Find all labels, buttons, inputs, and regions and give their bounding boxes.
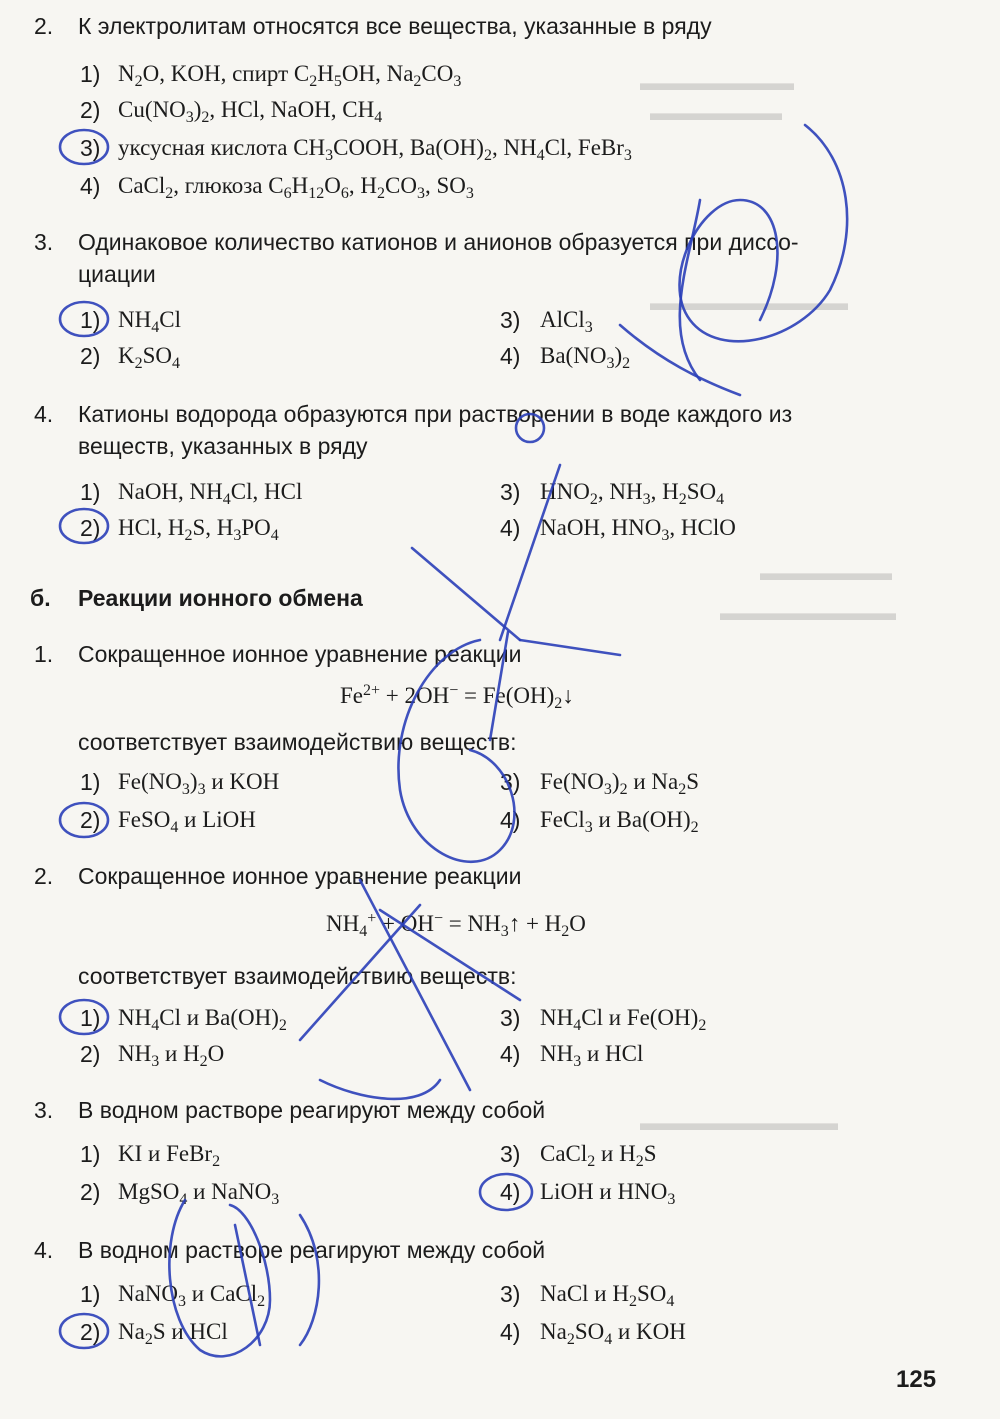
bleed-through-text: ▬▬▬▬▬▬▬▬▬ [640,1110,838,1135]
b4-option-1-number: 1) [80,1281,101,1307]
b1-option-4-text: FeCl$_3$ и $Ba(OH)_2$ [540,807,699,836]
q3-option-2-number: 2) [80,343,101,369]
b4-option-1-text: NaNO$_3$ и CaCl$_2$ [118,1281,266,1310]
b3-number: 3. [34,1097,54,1123]
b3-option-3-number: 3) [500,1141,521,1167]
b3-option-1-text: KI и FeBr$_2$ [118,1141,221,1170]
b2-option-4-number: 4) [500,1041,521,1067]
b3-option-2-number: 2) [80,1179,101,1205]
b1-number: 1. [34,641,54,667]
q4-option-1-number: 1) [80,479,101,505]
b3-option-1-number: 1) [80,1141,101,1167]
b2-option-1-text: $NH_4Cl$ и $Ba(OH)_2$ [118,1005,287,1034]
bleed-through-text: ▬▬▬▬▬▬ [650,100,782,125]
question-3-text-line2: циации [78,261,156,287]
q3-option-2-text: $K_2SO_4$ [118,343,181,372]
b1-equation: $Fe^{2+} + 2OH^-$ = $Fe(OH)_2↓$ [340,682,574,712]
b3-option-3-text: CaCl$_2$ и $H_2S$ [540,1141,657,1170]
bleed-through-text: ▬▬▬▬▬▬ [760,560,892,585]
question-2-number: 2. [34,13,54,39]
b2-option-2-text: $NH_3$ и $H_2O$ [118,1041,225,1070]
question-4-text-line1: Катионы водорода образуются при растворении в воде каждого из [78,401,793,427]
b1-option-1-number: 1) [80,769,101,795]
section-b-title: Реакции ионного обмена [78,585,363,611]
section-b-letter: б. [30,585,51,611]
q2-option-2-number: 2) [80,97,101,123]
b1-option-1-text: $Fe(NO_3)_3$ и KOH [118,769,280,798]
question-4-number: 4. [34,401,54,427]
b4-question: В водном растворе реагируют между собой [78,1237,546,1263]
b4-option-2-number: 2) [80,1319,101,1345]
b2-tail: соответствует взаимодействию веществ: [78,963,517,989]
b3-option-4-number: 4) [500,1179,521,1205]
b1-tail: соответствует взаимодействию веществ: [78,729,517,755]
q4-option-2-text: HCl, $H_2S$, $H_3PO_4$ [118,515,279,544]
b3-option-4-text: LiOH и $HNO_3$ [540,1179,676,1208]
q4-option-3-text: $HNO_2$, $NH_3$, $H_2SO_4$ [540,479,725,508]
b2-option-3-text: $NH_4Cl$ и $Fe(OH)_2$ [540,1005,707,1034]
b1-option-3-number: 3) [500,769,521,795]
b2-option-2-number: 2) [80,1041,101,1067]
scribble-stroke [620,325,740,395]
q3-option-4-text: $Ba(NO_3)_2$ [540,343,631,372]
b4-number: 4. [34,1237,54,1263]
page-number: 125 [896,1366,937,1393]
b4-option-3-number: 3) [500,1281,521,1307]
q4-option-3-number: 3) [500,479,521,505]
b2-question: Сокращенное ионное уравнение реакции [78,863,522,889]
q2-option-1-number: 1) [80,61,101,87]
bleed-through-text: ▬▬▬▬▬▬▬▬ [720,600,896,625]
q3-option-4-number: 4) [500,343,521,369]
b4-option-4-number: 4) [500,1319,521,1345]
q3-option-1-text: $NH_4Cl$ [118,307,181,336]
question-3-number: 3. [34,229,54,255]
q4-option-4-text: NaOH, $HNO_3$, HClO [540,515,736,544]
b1-option-2-number: 2) [80,807,101,833]
question-2-text: К электролитам относятся все вещества, указанные в ряду [78,13,712,39]
b2-number: 2. [34,863,54,889]
b2-option-4-text: $NH_3$ и HCl [540,1041,644,1070]
b2-equation: $NH_4^+ + OH^-$ = $NH_3↑ + H_2O$ [326,910,586,940]
b3-question: В водном растворе реагируют между собой [78,1097,546,1123]
bleed-through-text: ▬▬▬▬▬▬▬▬▬ [650,290,848,315]
bleed-through-text: ▬▬▬▬▬▬▬ [640,70,794,95]
q4-option-1-text: NaOH, $NH_4Cl$, HCl [118,479,303,508]
q2-option-4-text: CaCl$_2$, глюкоза $C_6H_{12}O_6$, $H_2CO_3$, $SO_3$ [118,173,474,202]
q4-option-2-number: 2) [80,515,101,541]
b4-option-2-text: $Na_2S$ и HCl [118,1319,228,1348]
question-4-text-line2: веществ, указанных в ряду [78,433,368,459]
scribble-stroke [300,1215,319,1345]
b2-option-1-number: 1) [80,1005,101,1031]
q2-option-4-number: 4) [80,173,101,199]
b3-option-2-text: MgSO$_4$ и NaNO$_3$ [118,1179,280,1208]
q4-option-4-number: 4) [500,515,521,541]
scribble-line [520,640,620,655]
b1-option-2-text: FeSO$_4$ и LiOH [118,807,256,836]
q3-option-3-number: 3) [500,307,521,333]
b1-question: Сокращенное ионное уравнение реакции [78,641,522,667]
b2-option-3-number: 3) [500,1005,521,1031]
q2-option-3-text: уксусная кислота $CH_3COOH$, $Ba(OH)_2$, $NH_4Cl$, FeBr$_3$ [118,135,632,164]
b1-option-3-text: $Fe(NO_3)_2$ и $Na_2S$ [540,769,699,798]
b1-option-4-number: 4) [500,807,521,833]
b4-option-3-text: NaCl и $H_2SO_4$ [540,1281,675,1310]
q2-option-1-text: $N_2O$, KOH, спирт $C_2H_5OH$, $Na_2CO_3$ [118,61,462,90]
question-3-text-line1: Одинаковое количество катионов и анионов образуется при диссо- [78,229,799,255]
b4-option-4-text: $Na_2SO_4$ и KOH [540,1319,686,1348]
q3-option-3-text: AlCl$_3$ [540,307,593,336]
q2-option-3-number: 3) [80,135,101,161]
scribble-line [412,548,520,640]
q2-option-2-text: $Cu(NO_3)_2$, HCl, NaOH, $CH_4$ [118,97,383,126]
q3-option-1-number: 1) [80,307,101,333]
